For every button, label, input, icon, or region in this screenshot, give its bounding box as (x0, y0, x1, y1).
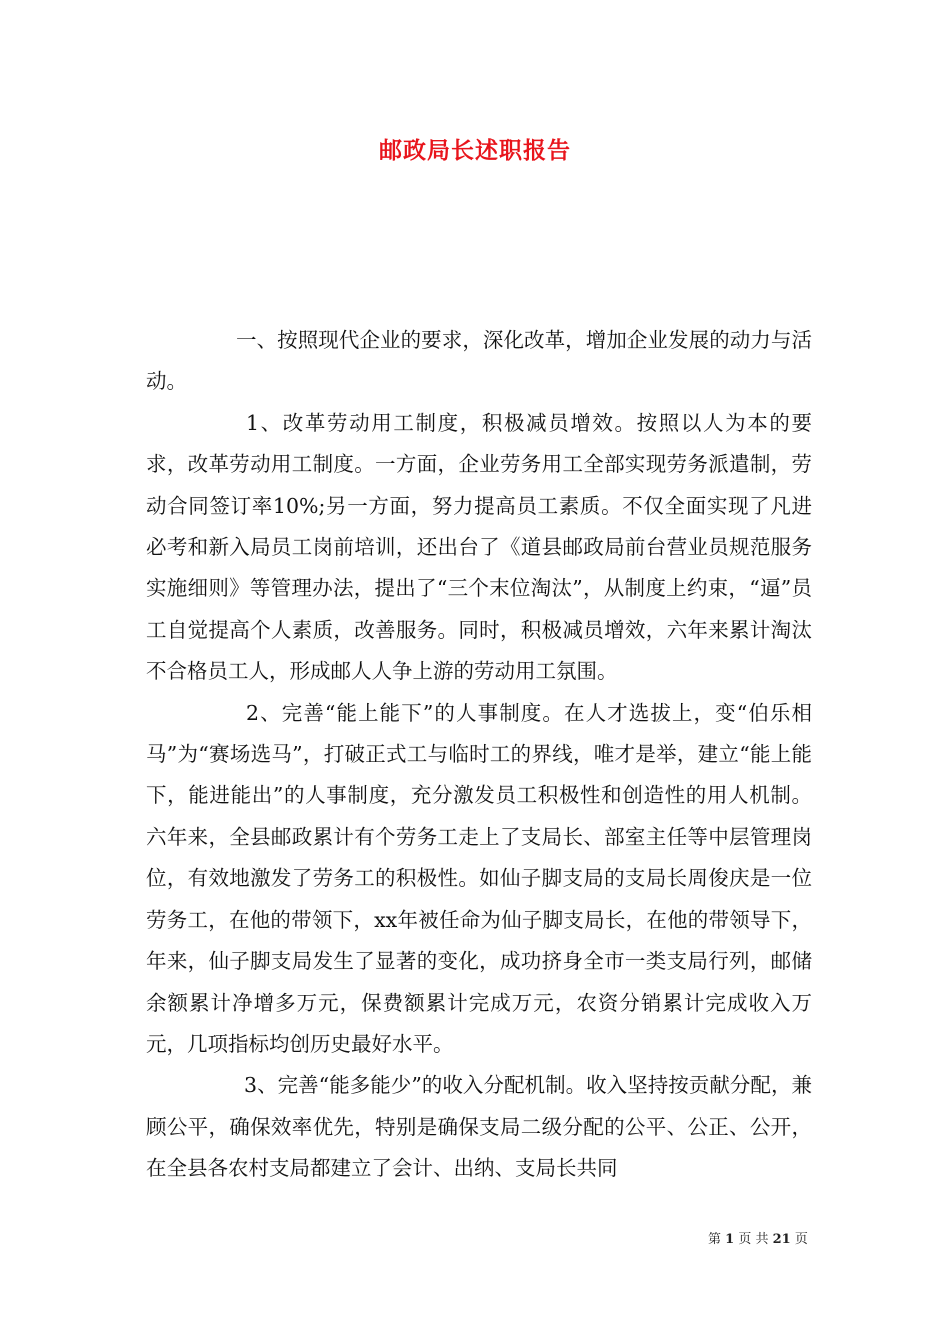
paragraph-income-distribution: 3、完善“能多能少”的收入分配机制。收入坚持按贡献分配，兼顾公平，确保效率优先，特别是确保支局二级分配的公平、公正、公开，在全县各农村支局都建立了会计、出纳、支局长共同 (146, 1073, 812, 1181)
document-body (146, 320, 812, 1190)
paragraph-labor-system: 1、改革劳动用工制度，积极减员增效。按照以人为本的要求，改革劳动用工制度。一方面，企业劳务用工全部实现劳务派遣制，劳动合同签订率10%;另一方面，努力提高员工素质。不仅全面实现了凡进必考和新入局员工岗前培训，还出台了《道县邮政局前台营业员规范服务实施细则》等管理办法，提出了“三个末位淘汰”，从制度上约束，“逼”员工自觉提高个人素质，改善服务。同时，积极减员增效，六年来累计淘汰不合格员工人，形成邮人人争上游的劳动用工氛围。 (146, 410, 812, 684)
page-number-footer (708, 1228, 808, 1247)
footer-total-pages: 21 (772, 1232, 791, 1247)
footer-prefix: 第 (708, 1232, 722, 1247)
paragraph-personnel-system: 2、完善“能上能下”的人事制度。在人才选拔上，变“伯乐相马”为“赛场选马”，打破正式工与临时工的界线，唯才是举，建立“能上能下，能进能出”的人事制度，充分激发员工积极性和创造性的用人机制。六年来，全县邮政累计有个劳务工走上了支局长、部室主任等中层管理岗位，有效地激发了劳务工的积极性。如仙子脚支局的支局长周俊庆是一位劳务工，在他的带领下，xx年被任命为仙子脚支局长，在他的带领导下，年来，仙子脚支局发生了显著的变化，成功挤身全市一类支局行列，邮储余额累计净增多万元，保费额累计完成万元，农资分销累计完成收入万元，几项指标均创历史最好水平。 (146, 700, 812, 1056)
footer-current-page: 1 (725, 1232, 735, 1247)
footer-middle: 页 共 (738, 1232, 769, 1247)
document-title: 邮政局长述职报告 (379, 137, 571, 164)
footer-suffix: 页 (794, 1232, 808, 1247)
section-heading-1: 一、按照现代企业的要求，深化改革，增加企业发展的动力与活动。 (146, 328, 812, 394)
